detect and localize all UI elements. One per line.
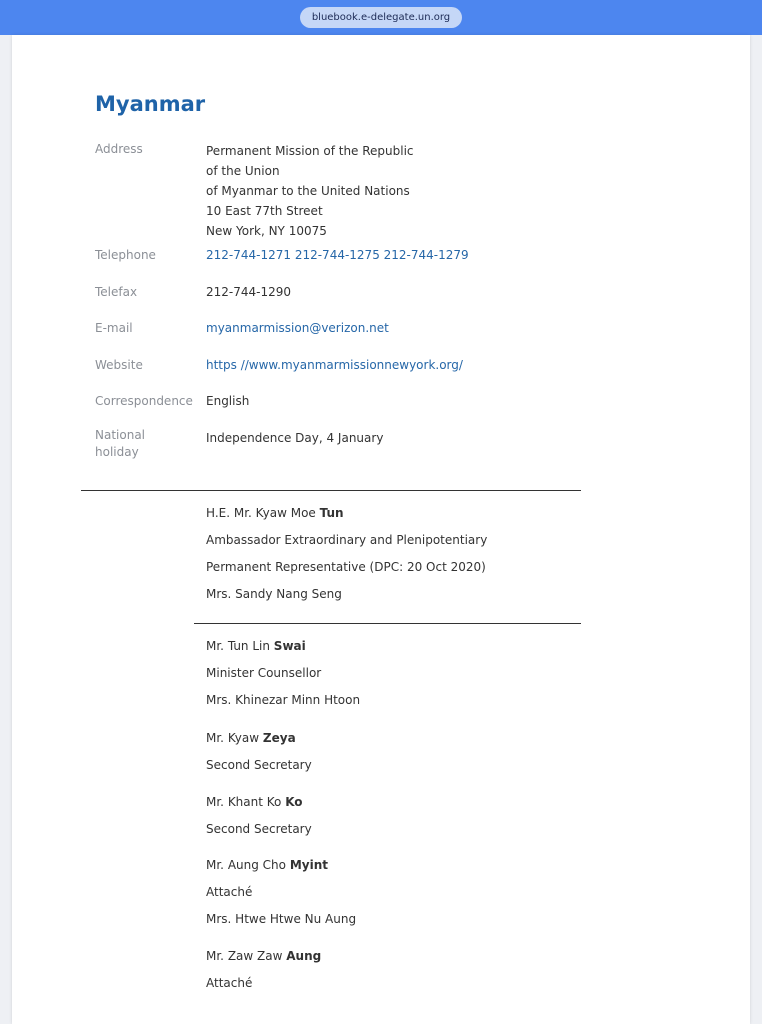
staff-name: H.E. Mr. Kyaw Moe Tun bbox=[206, 506, 344, 520]
url-bar[interactable]: bluebook.e-delegate.un.org bbox=[300, 7, 462, 28]
address-line: of Myanmar to the United Nations bbox=[206, 184, 410, 198]
national-holiday-value: Independence Day, 4 January bbox=[206, 431, 384, 445]
staff-title: Minister Counsellor bbox=[206, 666, 322, 680]
staff-spouse: Mrs. Sandy Nang Seng bbox=[206, 587, 342, 601]
staff-entry bbox=[206, 500, 487, 608]
browser-top-bar bbox=[0, 0, 762, 35]
address-label: Address bbox=[95, 142, 143, 156]
staff-title: Attaché bbox=[206, 976, 253, 990]
staff-title: Second Secretary bbox=[206, 758, 312, 772]
staff-surname: Zeya bbox=[262, 731, 296, 745]
staff-name: Mr. Zaw Zaw Aung bbox=[206, 949, 322, 963]
staff-surname: Ko bbox=[285, 795, 303, 809]
staff-title: Permanent Representative (DPC: 20 Oct 2020) bbox=[206, 560, 486, 574]
email-label: E-mail bbox=[95, 321, 133, 335]
telephone-label: Telephone bbox=[95, 248, 156, 262]
page-title: Myanmar bbox=[95, 92, 206, 116]
telefax-label: Telefax bbox=[95, 285, 138, 299]
website-link[interactable]: https //www.myanmarmissionnewyork.org/ bbox=[206, 358, 463, 372]
staff-spouse: Mrs. Htwe Htwe Nu Aung bbox=[206, 912, 357, 926]
staff-title: Attaché bbox=[206, 885, 253, 899]
staff-entry bbox=[206, 943, 321, 997]
staff-surname: Aung bbox=[286, 949, 322, 963]
telefax-value: 212-744-1290 bbox=[206, 285, 292, 299]
address-line: Permanent Mission of the Republic bbox=[206, 144, 414, 158]
telephone-link[interactable]: 212-744-1271 212-744-1275 212-744-1279 bbox=[206, 248, 469, 262]
staff-name: Mr. Tun Lin Swai bbox=[206, 639, 306, 653]
staff-title: Ambassador Extraordinary and Plenipotentiary bbox=[206, 533, 488, 547]
address-line: New York, NY 10075 bbox=[206, 224, 327, 238]
staff-entry bbox=[206, 725, 312, 779]
address-line: 10 East 77th Street bbox=[206, 204, 323, 218]
staff-name: Mr. Kyaw Zeya bbox=[206, 731, 296, 745]
national-holiday-label-line: holiday bbox=[95, 445, 139, 459]
section-divider bbox=[194, 623, 581, 624]
staff-entry bbox=[206, 633, 360, 714]
staff-name: Mr. Khant Ko Ko bbox=[206, 795, 303, 809]
address-value bbox=[206, 141, 414, 241]
email-link[interactable]: myanmarmission@verizon.net bbox=[206, 321, 389, 335]
website-label: Website bbox=[95, 358, 143, 372]
staff-surname: Tun bbox=[319, 506, 344, 520]
staff-name: Mr. Aung Cho Myint bbox=[206, 858, 328, 872]
staff-entry bbox=[206, 789, 312, 843]
correspondence-label: Correspondence bbox=[95, 394, 193, 408]
correspondence-value: English bbox=[206, 394, 250, 408]
staff-surname: Myint bbox=[289, 858, 328, 872]
national-holiday-label-line: National bbox=[95, 428, 146, 442]
section-divider bbox=[81, 490, 581, 491]
address-line: of the Union bbox=[206, 164, 280, 178]
staff-title: Second Secretary bbox=[206, 822, 312, 836]
staff-entry bbox=[206, 852, 356, 933]
staff-surname: Swai bbox=[273, 639, 306, 653]
national-holiday-label bbox=[95, 427, 200, 461]
page-content bbox=[12, 35, 750, 1024]
staff-spouse: Mrs. Khinezar Minn Htoon bbox=[206, 693, 361, 707]
